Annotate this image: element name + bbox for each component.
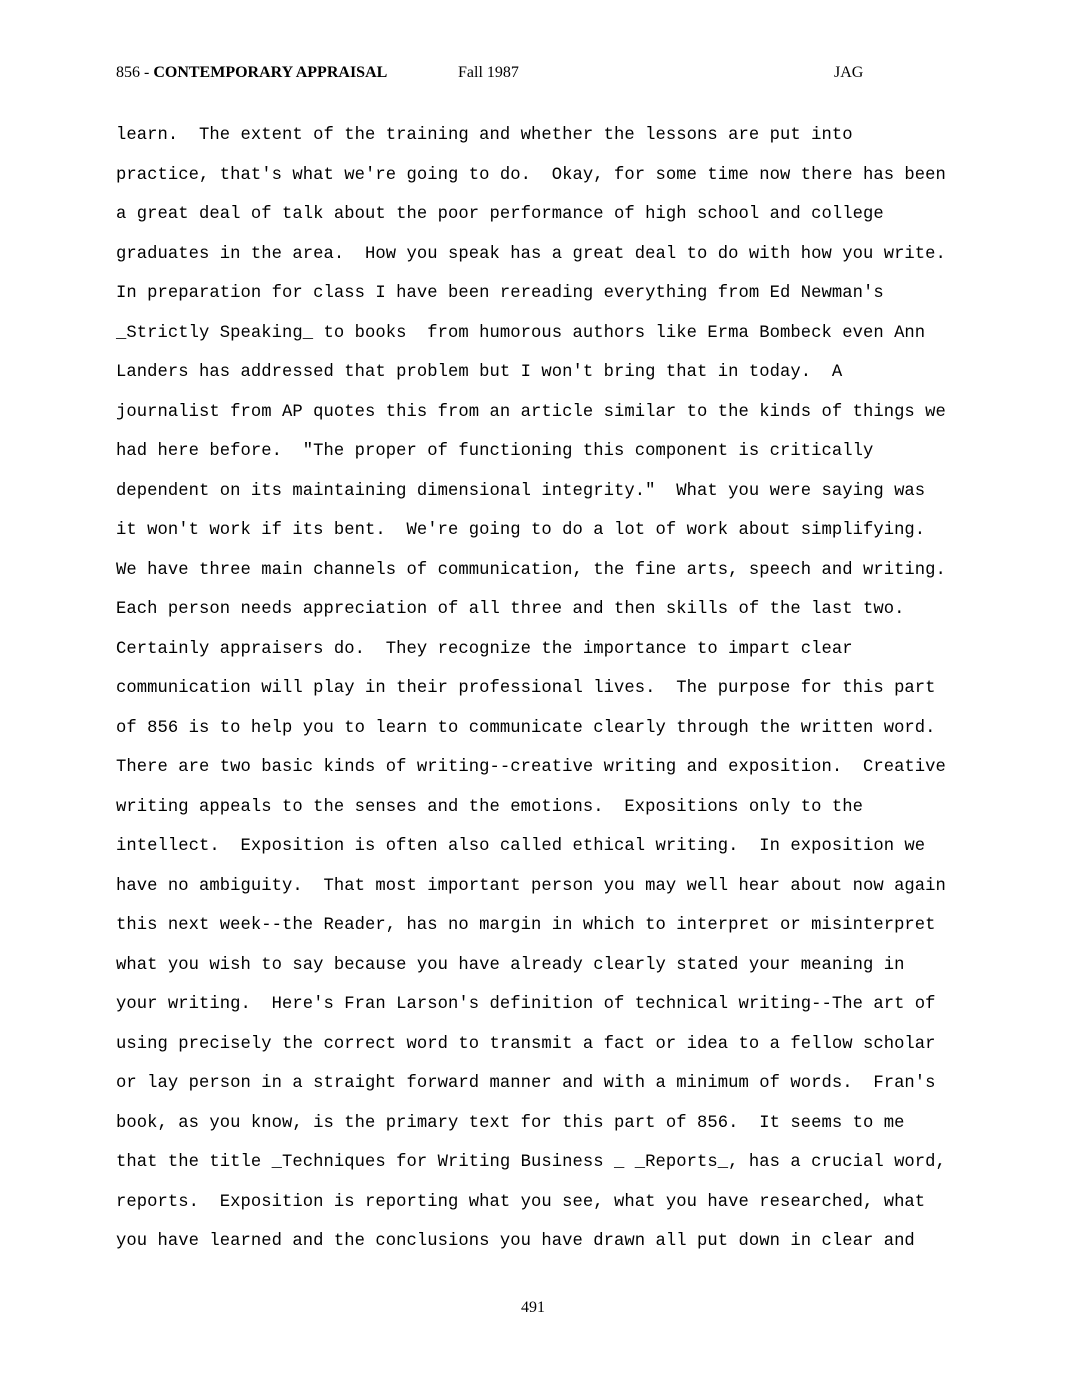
text-line: of 856 is to help you to learn to communicate clearly through the written word. xyxy=(116,718,936,738)
page-number: 491 xyxy=(521,1299,545,1316)
term-label: Fall 1987 xyxy=(458,64,519,81)
text-line: graduates in the area. How you speak has a great deal to do with how you write. xyxy=(116,244,946,264)
text-line: intellect. Exposition is often also called ethical writing. In exposition we xyxy=(116,837,926,856)
text-line: a great deal of talk about the poor performance of high school and college xyxy=(116,205,884,224)
text-line: or lay person in a straight forward manner and with a minimum of words. Fran's xyxy=(116,1074,936,1093)
author-initials: JAG xyxy=(834,64,864,81)
text-line: using precisely the correct word to transmit a fact or idea to a fellow scholar xyxy=(116,1034,936,1054)
text-line: journalist from AP quotes this from an article similar to the kinds of things we xyxy=(116,402,946,422)
course-title: CONTEMPORARY APPRAISAL xyxy=(153,64,388,81)
text-line: In preparation for class I have been rereading everything from Ed Newman's xyxy=(116,284,884,303)
text-line: your writing. Here's Fran Larson's definition of technical writing--The art of xyxy=(116,995,936,1014)
page-header xyxy=(116,62,876,84)
text-line: Each person needs appreciation of all three and then skills of the last two. xyxy=(116,600,905,619)
text-line: you have learned and the conclusions you have drawn all put down in clear and xyxy=(116,1232,915,1251)
text-line: dependent on its maintaining dimensional integrity." What you were saying was xyxy=(116,481,926,501)
text-line: writing appeals to the senses and the emotions. Expositions only to the xyxy=(116,797,863,817)
text-line: what you wish to say because you have already clearly stated your meaning in xyxy=(116,955,905,975)
text-line: have no ambiguity. That most important person you may well hear about now again xyxy=(116,876,946,896)
course-number: 856 - xyxy=(116,64,154,81)
text-line: We have three main channels of communication, the fine arts, speech and writing. xyxy=(116,560,946,580)
text-line: communication will play in their professional lives. The purpose for this part xyxy=(116,679,936,698)
text-line: There are two basic kinds of writing--creative writing and exposition. Creative xyxy=(116,758,946,777)
text-line: reports. Exposition is reporting what you see, what you have researched, what xyxy=(116,1192,926,1212)
text-line: book, as you know, is the primary text for this part of 856. It seems to me xyxy=(116,1113,905,1133)
text-line: it won't work if its bent. We're going to do a lot of work about simplifying. xyxy=(116,521,926,540)
text-line: Landers has addressed that problem but I won't bring that in today. A xyxy=(116,363,843,382)
transcript-body xyxy=(116,125,1016,1271)
text-line: learn. The extent of the training and whether the lessons are put into xyxy=(116,126,853,145)
text-line: this next week--the Reader, has no margin in which to interpret or misinterpret xyxy=(116,916,936,935)
text-line: had here before. "The proper of functioning this component is critically xyxy=(116,442,874,461)
course-heading xyxy=(116,62,387,84)
text-line: _Strictly Speaking_ to books from humorous authors like Erma Bombeck even Ann xyxy=(116,323,926,343)
text-line: that the title _Techniques for Writing Business _ _Reports_, has a crucial word, xyxy=(116,1153,946,1172)
text-line: Certainly appraisers do. They recognize the importance to impart clear xyxy=(116,639,853,659)
text-line: practice, that's what we're going to do. Okay, for some time now there has been xyxy=(116,165,946,185)
